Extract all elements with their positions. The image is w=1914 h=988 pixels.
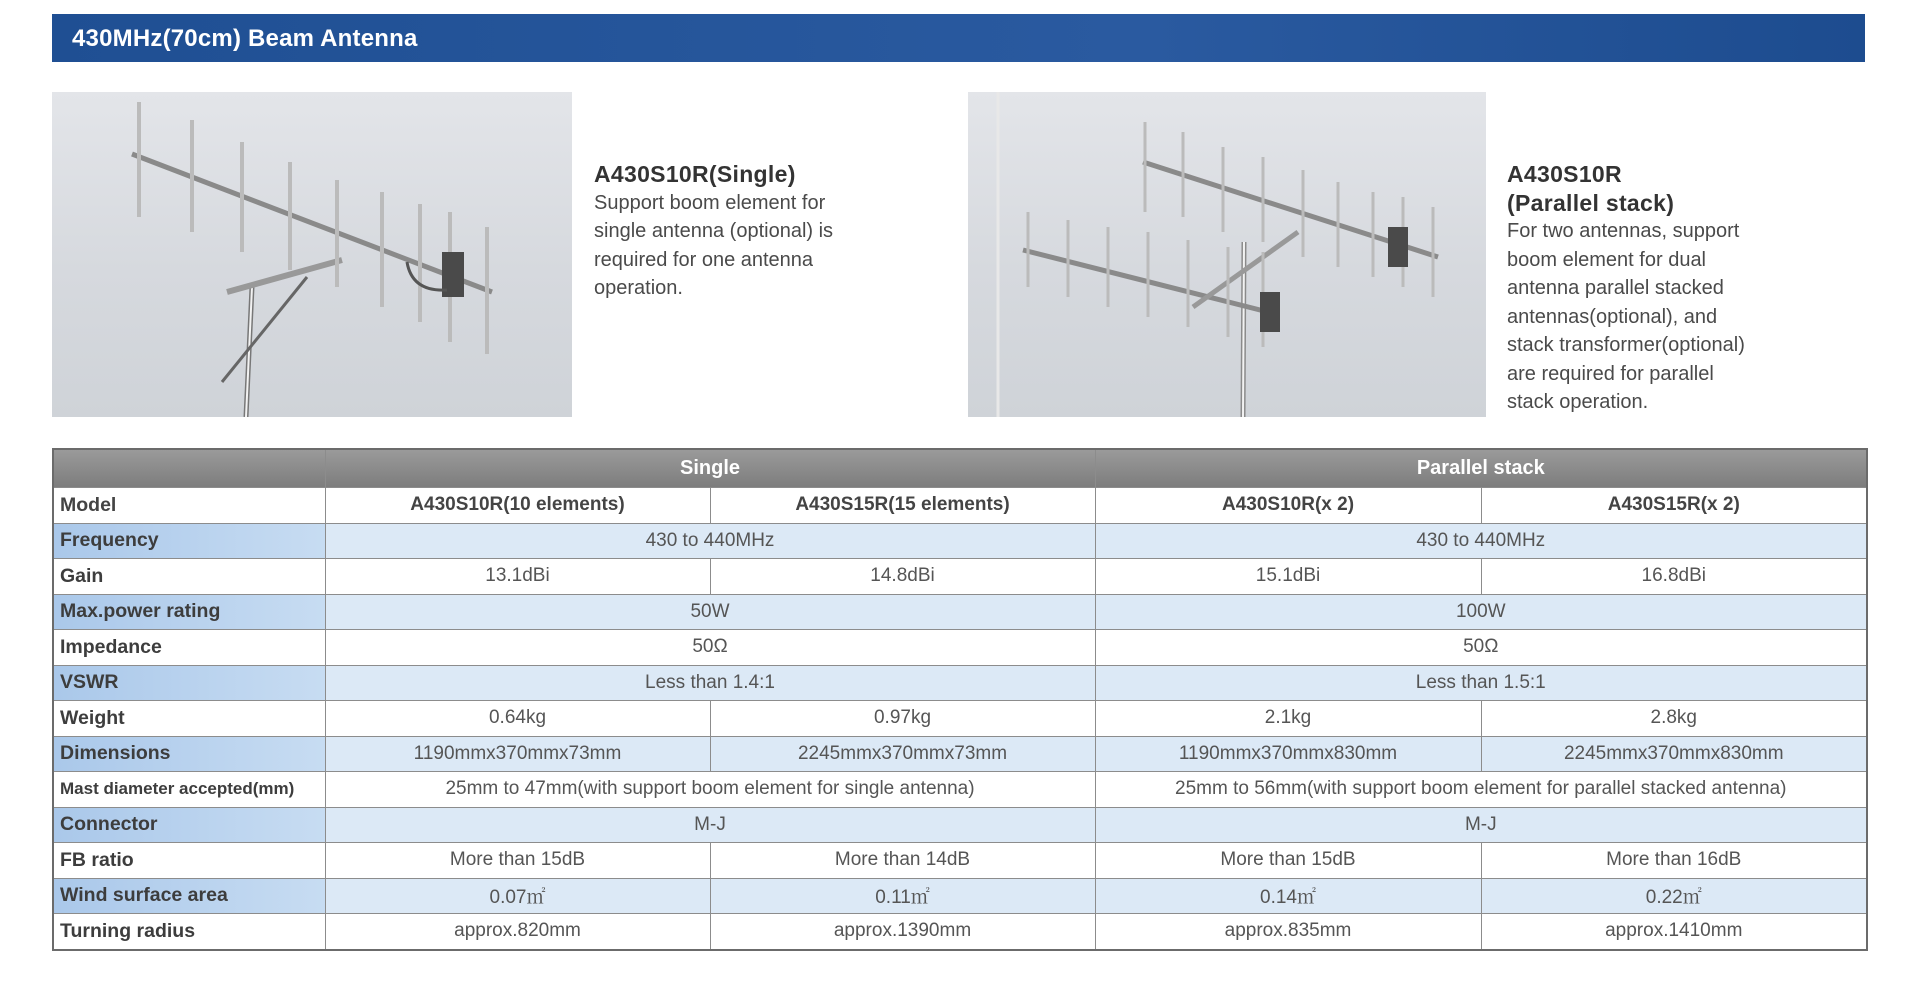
value-cell: 2245mmx370mmx73mm [710,736,1095,772]
value-cell: 0.07㎡ [325,878,710,914]
value-cell: 13.1dBi [325,559,710,595]
row-label: VSWR [53,665,325,701]
parallel-desc-line: antenna parallel stacked [1507,277,1724,299]
value-cell: 1190mmx370mmx830mm [1095,736,1481,772]
value-cell: M-J [325,807,1095,843]
value-cell: 430 to 440MHz [1095,523,1867,559]
table-row-fb-ratio [53,843,1867,879]
parallel-desc-line: antennas(optional), and [1507,305,1718,328]
header-blank [53,449,325,488]
parallel-stack-photo [968,92,1486,417]
table-row-connector [53,807,1867,843]
value-cell: 2.1kg [1095,701,1481,737]
single-antenna-photo [52,92,572,417]
parallel-desc-line: stack transformer(optional) [1507,334,1745,356]
table-header-row [53,449,1867,488]
value-cell: More than 15dB [325,843,710,879]
table-row-impedance [53,630,1867,666]
value-cell: Less than 1.4:1 [325,665,1095,701]
value-cell: 2.8kg [1481,701,1867,737]
parallel-desc-line: are required for parallel [1507,362,1714,385]
row-label: Wind surface area [53,878,325,914]
row-label: Gain [53,559,325,595]
parallel-desc-line: For two antennas, support [1507,220,1740,242]
table-row-turning-radius [53,914,1867,950]
table-row-dimensions [53,736,1867,772]
parallel-subtitle: (Parallel stack) [1507,189,1675,216]
value-cell: approx.1390mm [710,914,1095,950]
table-row-frequency [53,523,1867,559]
single-desc-line: single antenna (optional) is [594,220,834,242]
row-label: Mast diameter accepted(mm) [53,772,325,808]
value-cell: 14.8dBi [710,559,1095,595]
value-cell: 0.64kg [325,701,710,737]
value-cell: 430 to 440MHz [325,523,1095,559]
value-cell: 100W [1095,594,1867,630]
value-cell: 0.22㎡ [1481,878,1867,914]
table-row-max-power [53,594,1867,630]
spec-table [52,448,1868,951]
row-label: FB ratio [53,843,325,879]
row-label: Dimensions [53,736,325,772]
value-cell: 50Ω [325,630,1095,666]
table-row-vswr [53,665,1867,701]
value-cell: 1190mmx370mmx73mm [325,736,710,772]
value-cell: More than 15dB [1095,843,1481,879]
row-label: Weight [53,701,325,737]
value-cell: 25mm to 56mm(with support boom element for parallel stacked antenna) [1095,772,1867,808]
value-cell: 0.11㎡ [710,878,1095,914]
row-label: Max.power rating [53,594,325,630]
value-cell: 0.97kg [710,701,1095,737]
parallel-desc-line: stack operation. [1507,391,1649,413]
single-desc-line: required for one antenna [594,248,814,271]
single-description [594,160,833,303]
value-cell: 15.1dBi [1095,559,1481,595]
parallel-desc-line: boom element for dual [1507,248,1707,271]
row-label: Impedance [53,630,325,666]
parallel-title: A430S10R [1507,161,1622,187]
model-cell: A430S15R(15 elements) [710,488,1095,524]
row-label: Connector [53,807,325,843]
value-cell: M-J [1095,807,1867,843]
row-label: Model [53,488,325,524]
value-cell: approx.820mm [325,914,710,950]
table-row-gain [53,559,1867,595]
section-title: 430MHz(70cm) Beam Antenna [72,25,418,52]
group-header-parallel: Parallel stack [1095,449,1867,488]
value-cell: 50Ω [1095,630,1867,666]
value-cell: More than 16dB [1481,843,1867,879]
table-row-model [53,488,1867,524]
value-cell: 0.14㎡ [1095,878,1481,914]
table-row-mast-diameter [53,772,1867,808]
value-cell: Less than 1.5:1 [1095,665,1867,701]
table-row-weight [53,701,1867,737]
single-title: A430S10R(Single) [594,161,796,187]
value-cell: 16.8dBi [1481,559,1867,595]
table-row-wind-surface [53,878,1867,914]
row-label: Turning radius [53,914,325,950]
value-cell: approx.835mm [1095,914,1481,950]
model-cell: A430S15R(x 2) [1481,488,1867,524]
single-desc-line: Support boom element for [594,191,826,214]
model-cell: A430S10R(x 2) [1095,488,1481,524]
single-desc-line: operation. [594,277,683,299]
value-cell: 2245mmx370mmx830mm [1481,736,1867,772]
value-cell: approx.1410mm [1481,914,1867,950]
value-cell: More than 14dB [710,843,1095,879]
row-label: Frequency [53,523,325,559]
value-cell: 50W [325,594,1095,630]
section-banner [52,14,1865,62]
value-cell: 25mm to 47mm(with support boom element for single antenna) [325,772,1095,808]
model-cell: A430S10R(10 elements) [325,488,710,524]
group-header-single: Single [325,449,1095,488]
parallel-description [1507,160,1745,417]
